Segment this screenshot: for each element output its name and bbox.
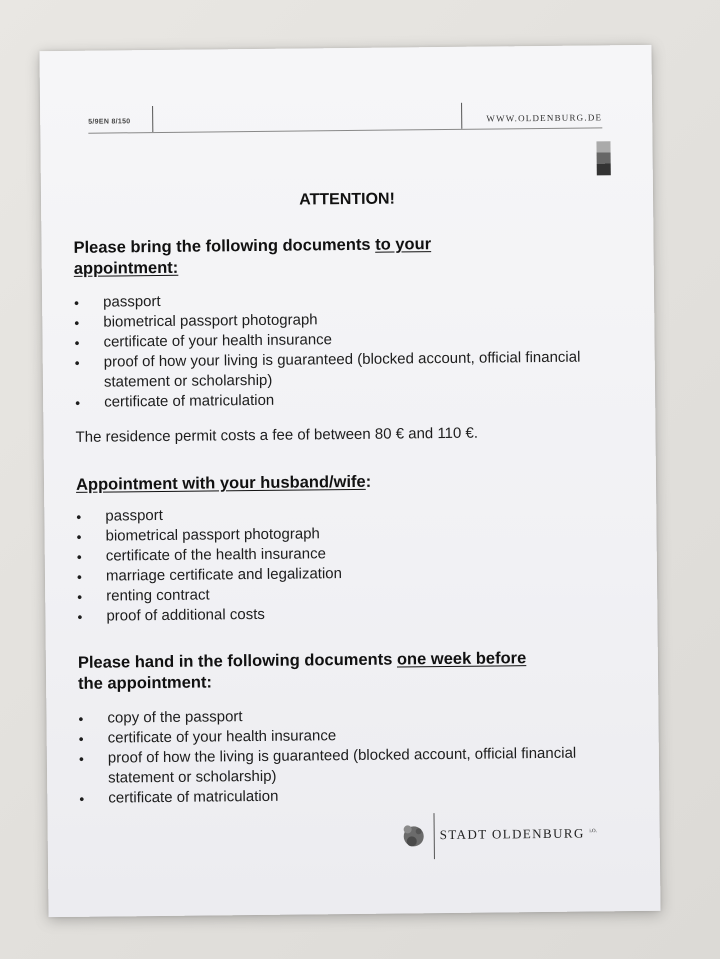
section-heading-hand-in: Please hand in the following documents one week before the appointment: xyxy=(77,649,527,693)
list-item: • certificate of matriculation xyxy=(75,387,615,413)
header-rule xyxy=(88,127,602,133)
city-logo xyxy=(399,811,619,859)
list-item: • copy of the passport xyxy=(78,703,618,729)
list-item: • certificate of the health insurance xyxy=(77,541,617,567)
list-item: • renting contract xyxy=(77,581,617,607)
section-heading-bring: Please bring the following documents to your appointment: xyxy=(73,235,432,278)
bring-documents-list xyxy=(74,287,615,413)
logo-text: STADT OLDENBURG $^{i.O.}$ xyxy=(439,825,597,843)
list-item: • passport xyxy=(76,501,616,527)
hand-in-documents-list xyxy=(78,703,619,809)
list-item: • proof of how your living is guaranteed (blocked account, official financial statement or scholarship) xyxy=(75,347,594,392)
list-item: • marriage certificate and legalization xyxy=(77,561,617,587)
list-item: • biometrical passport photograph xyxy=(76,521,616,547)
form-code: 5/9EN 8/150 xyxy=(88,118,131,126)
page-title: ATTENTION! xyxy=(299,190,395,209)
section-heading-spouse: Appointment with your husband/wife: xyxy=(75,472,372,494)
logo-divider xyxy=(433,813,434,859)
fee-note: The residence permit costs a fee of between 80 € and 110 €. xyxy=(75,424,479,446)
list-item: • certificate of your health insurance xyxy=(74,327,614,353)
coat-of-arms-icon xyxy=(400,821,428,849)
header-divider xyxy=(461,103,462,129)
letterhead xyxy=(88,111,602,132)
list-item: • biometrical passport photograph xyxy=(74,307,614,333)
list-item: • passport xyxy=(74,287,614,313)
list-item: • proof of additional costs xyxy=(77,601,617,627)
list-item: • certificate of matriculation xyxy=(79,783,619,809)
color-swatch-icon xyxy=(596,141,610,175)
list-item: • certificate of your health insurance xyxy=(79,723,619,749)
list-item: • proof of how the living is guaranteed (blocked account, official financial statement or scholarship) xyxy=(79,743,598,788)
spouse-documents-list xyxy=(76,501,617,627)
website-url: WWW.OLDENBURG.DE xyxy=(486,112,603,124)
header-divider xyxy=(152,106,153,132)
document-paper xyxy=(39,45,660,917)
